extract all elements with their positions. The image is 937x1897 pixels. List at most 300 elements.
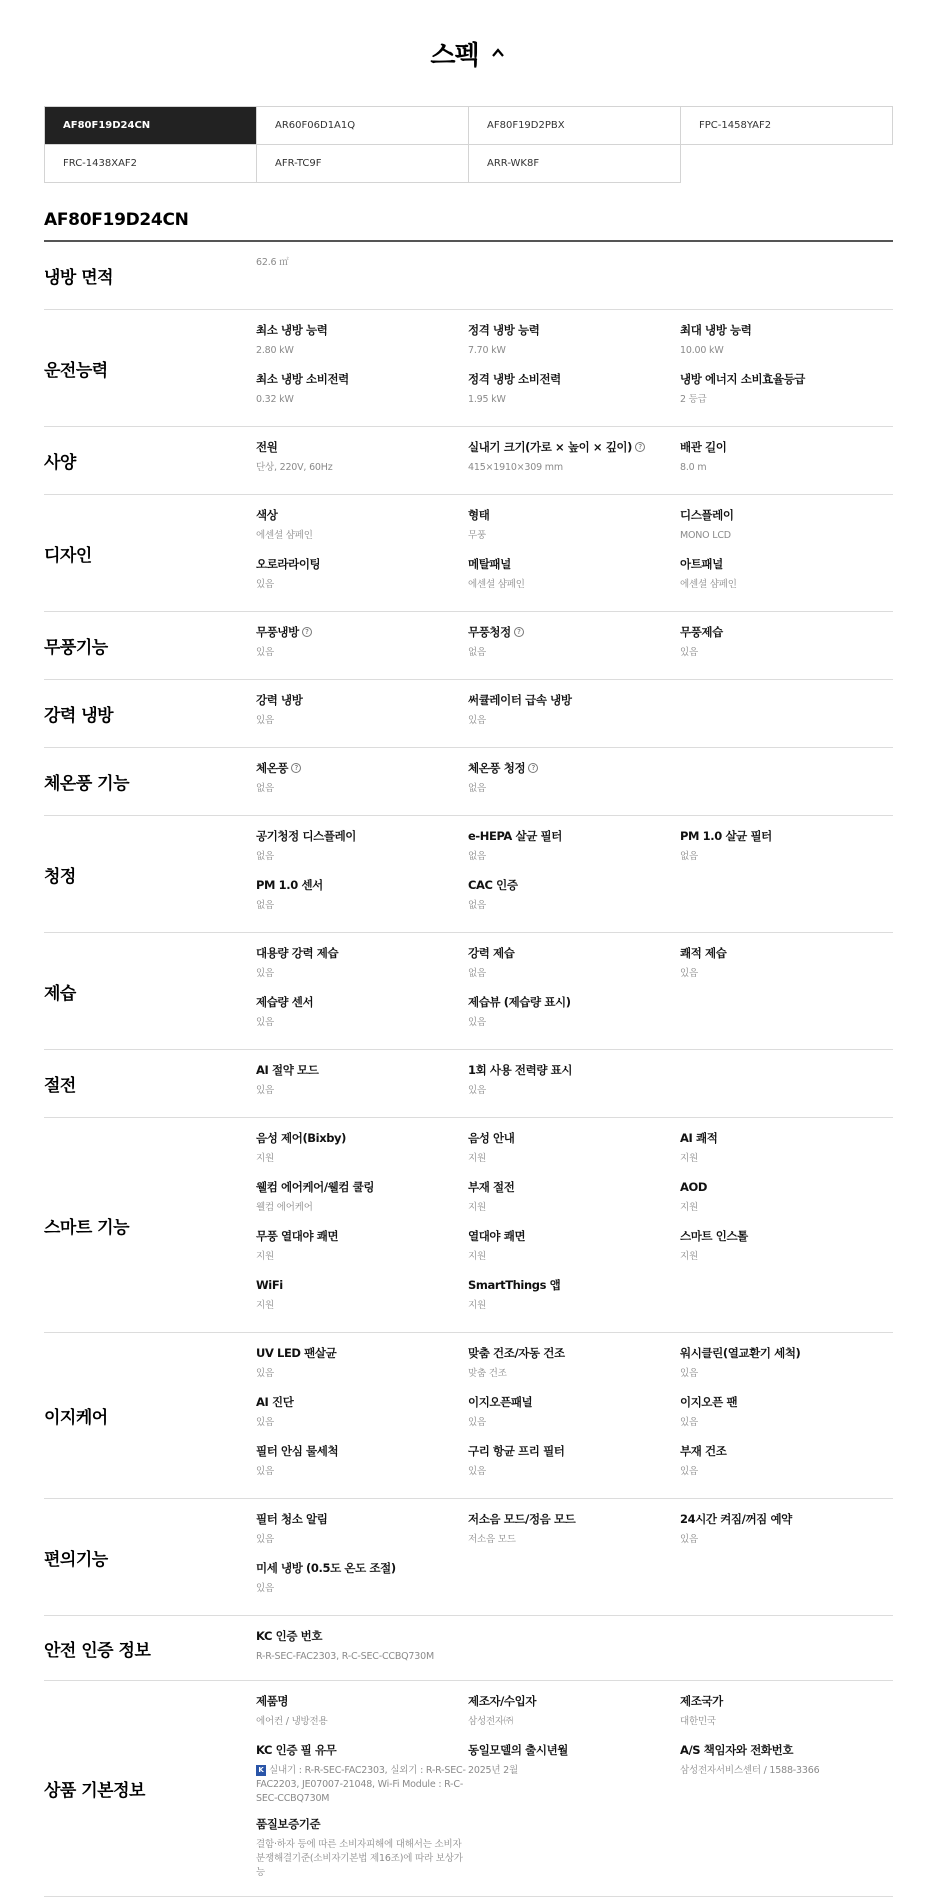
spec-item [680, 1128, 893, 1177]
spec-item-value-text: 지원 [680, 1202, 698, 1213]
spec-item-value [680, 1465, 893, 1479]
spec-item [468, 1275, 680, 1324]
spec-item-title-text: CAC 인증 [468, 878, 518, 892]
model-tab[interactable]: AR60F06D1A1Q [257, 107, 469, 145]
spec-item-title [256, 994, 468, 1010]
spec-item [256, 252, 468, 301]
spec-item-value [680, 578, 893, 592]
spec-item-title-text: AI 쾌적 [680, 1131, 718, 1145]
spec-item-title-text: 정격 냉방 소비전력 [468, 372, 561, 386]
spec-item-value [256, 646, 468, 660]
spec-item-value-text: 웰컴 에어케어 [256, 1202, 313, 1213]
spec-item [468, 758, 680, 807]
spec-item [256, 690, 468, 739]
spec-row-label: 제습 [44, 983, 76, 1004]
spec-item-value [468, 529, 680, 543]
spec-item-value [680, 1250, 893, 1264]
spec-item-title [680, 1511, 893, 1527]
spec-item-title-text: 필터 청소 알림 [256, 1512, 328, 1526]
spec-item-title-text: PM 1.0 센서 [256, 878, 323, 892]
spec-title-text: 스펙 [430, 40, 479, 71]
spec-item-title [468, 1062, 680, 1078]
spec-item-value-text: 없음 [468, 647, 486, 658]
spec-item-title [256, 1394, 468, 1410]
spec-item-title [468, 371, 680, 387]
spec-item-value [256, 256, 468, 270]
spec-item-value-text: 저소음 모드 [468, 1534, 516, 1545]
spec-item-title-text: 색상 [256, 508, 278, 522]
spec-item-value-text: 있음 [256, 1534, 274, 1545]
model-title: AF80F19D24CN [44, 210, 893, 242]
spec-item-title [468, 994, 680, 1010]
spec-item-title [680, 1345, 893, 1361]
spec-item-value-text: 지원 [680, 1251, 698, 1262]
spec-item [468, 320, 680, 369]
spec-item-value [256, 1465, 468, 1479]
spec-item-value [680, 1764, 893, 1778]
spec-item-title-text: 열대야 쾌면 [468, 1229, 526, 1243]
spec-item [680, 1740, 893, 1789]
spec-item-value-text: 있음 [256, 1583, 274, 1594]
spec-item [468, 826, 680, 875]
model-tab[interactable]: ARR-WK8F [469, 145, 681, 183]
spec-item-value-text: 없음 [468, 851, 486, 862]
spec-item [468, 369, 680, 418]
spec-item-value-text: 에센셜 샴페인 [256, 530, 313, 541]
spec-item-title-text: e-HEPA 살균 필터 [468, 829, 562, 843]
spec-row-items [256, 816, 893, 932]
spec-item-title [680, 1742, 893, 1758]
spec-item-title-text: 대용량 강력 제습 [256, 946, 339, 960]
spec-item-title-text: WiFi [256, 1278, 283, 1292]
spec-item-title-text: 전원 [256, 440, 278, 454]
spec-item [256, 992, 468, 1041]
spec-item-value [468, 1250, 680, 1264]
tab-placeholder [681, 145, 893, 183]
spec-item-value [468, 850, 680, 864]
spec-item-value-text: 있음 [680, 968, 698, 979]
spec-item-value-text: 없음 [256, 900, 274, 911]
spec-item-value-text: 없음 [468, 783, 486, 794]
spec-row-items [256, 427, 893, 494]
spec-row [44, 1118, 893, 1333]
spec-item-title [256, 1179, 468, 1195]
spec-toggle[interactable] [430, 35, 506, 72]
spec-item [256, 943, 468, 992]
spec-item-value-text: 10.00 kW [680, 345, 724, 356]
spec-header[interactable] [44, 0, 893, 106]
spec-item-title-text: 제품명 [256, 1694, 289, 1708]
spec-item-value-text: 지원 [468, 1202, 486, 1213]
spec-row-label: 상품 기본정보 [44, 1781, 145, 1801]
spec-row [44, 427, 893, 495]
info-icon[interactable]: ? [291, 763, 301, 773]
spec-row-items [256, 612, 893, 679]
spec-row-items [256, 1499, 893, 1615]
spec-item [256, 1626, 468, 1672]
spec-item-value [468, 899, 680, 913]
spec-item-title-text: 음성 안내 [468, 1131, 515, 1145]
spec-item-title-text: 실내기 크기(가로 × 높이 × 깊이) [468, 440, 632, 454]
spec-item-value [468, 1416, 680, 1430]
spec-item [680, 622, 893, 671]
spec-item-title-text: KC 인증 번호 [256, 1629, 323, 1643]
spec-item-title [468, 1742, 680, 1758]
spec-item-value [680, 1533, 893, 1547]
spec-item-title [468, 1511, 680, 1527]
spec-item-value [468, 1367, 680, 1381]
spec-item-value-text: 62.6 ㎡ [256, 257, 289, 268]
spec-item-value-text: R-R-SEC-FAC2303, R-C-SEC-CCBQ730M [256, 1651, 434, 1662]
spec-item-value [680, 1416, 893, 1430]
spec-row [44, 933, 893, 1050]
spec-item-value-text: 지원 [468, 1251, 486, 1262]
spec-item-title-text: 오로라라이팅 [256, 557, 321, 571]
spec-item-title-text: 강력 제습 [468, 946, 515, 960]
spec-item-value-text: 지원 [468, 1153, 486, 1164]
spec-item-value [680, 1201, 893, 1215]
spec-item-title [468, 322, 680, 338]
spec-item-title [680, 1179, 893, 1195]
spec-row-items [256, 1333, 893, 1498]
spec-item-value-text: 결함·하자 등에 따른 소비자피해에 대해서는 소비자분쟁해결기준(소비자기본법 제16조)에 따라 보상가능 [256, 1839, 463, 1878]
spec-item [468, 1509, 680, 1558]
spec-item [680, 1441, 893, 1490]
spec-item-title [468, 1228, 680, 1244]
spec-item [256, 1275, 468, 1324]
spec-item-value-text: 있음 [680, 1417, 698, 1428]
spec-item [680, 1177, 893, 1226]
spec-item-title-text: 제습뷰 (제습량 표시) [468, 995, 571, 1009]
spec-item-value-text: 있음 [680, 647, 698, 658]
spec-item-value-text: 1.95 kW [468, 394, 506, 405]
spec-item-title-text: 체온풍 청정 [468, 761, 526, 775]
spec-item-title-text: 냉방 에너지 소비효율등급 [680, 372, 806, 386]
spec-item-title-text: 최소 냉방 소비전력 [256, 372, 349, 386]
spec-row-label: 절전 [44, 1076, 76, 1096]
spec-item-title [468, 877, 680, 893]
spec-item-title [468, 828, 680, 844]
spec-item-title-text: AOD [680, 1180, 708, 1194]
spec-item-title [256, 1816, 468, 1832]
spec-item-title-text: 무풍제습 [680, 625, 723, 639]
spec-row [44, 242, 893, 310]
spec-item [680, 505, 893, 554]
spec-item-value [256, 782, 468, 796]
spec-item-title [680, 439, 893, 455]
spec-item-value [468, 1152, 680, 1166]
spec-item-value [468, 578, 680, 592]
spec-item [256, 875, 468, 924]
spec-item-value [256, 1715, 468, 1729]
spec-item-value-text: 대한민국 [680, 1716, 716, 1727]
spec-item-title-text: 형태 [468, 508, 490, 522]
spec-row-items [256, 495, 893, 611]
spec-item-value-text: 지원 [256, 1153, 274, 1164]
spec-item [256, 826, 468, 875]
spec-item [468, 1177, 680, 1226]
spec-item-value [680, 1715, 893, 1729]
spec-row [44, 612, 893, 680]
spec-row-label: 스마트 기능 [44, 1217, 130, 1238]
spec-item-value [256, 578, 468, 592]
spec-row-items [256, 310, 893, 426]
spec-item-title [256, 371, 468, 387]
spec-item [680, 1392, 893, 1441]
spec-item-title [468, 1345, 680, 1361]
spec-item-value [468, 714, 680, 728]
spec-item-value-text: 삼성전자㈜ [468, 1716, 514, 1727]
spec-row-label: 청정 [44, 866, 76, 887]
spec-item-value-text: 있음 [256, 1417, 274, 1428]
spec-item-title [256, 1693, 468, 1709]
spec-item-title-text: 최소 냉방 능력 [256, 323, 328, 337]
spec-item [256, 1509, 468, 1558]
spec-item-title-text: 맞춤 건조/자동 건조 [468, 1346, 565, 1360]
spec-item-title-text: 강력 냉방 [256, 693, 303, 707]
spec-item-title [468, 760, 680, 776]
spec-item-value [256, 1016, 468, 1030]
spec-item [256, 1177, 468, 1226]
model-tab[interactable]: FRC-1438XAF2 [45, 145, 257, 183]
spec-item [256, 320, 468, 369]
spec-item-value [468, 1533, 680, 1547]
spec-row [44, 1681, 893, 1897]
spec-row-items [256, 1050, 893, 1117]
spec-item-value [468, 1715, 680, 1729]
spec-item-title-text: 부재 건조 [680, 1444, 727, 1458]
spec-item-title-text: 제습량 센서 [256, 995, 314, 1009]
spec-item-title [256, 1443, 468, 1459]
spec-item [680, 1343, 893, 1392]
spec-item [680, 554, 893, 603]
spec-item-title [468, 556, 680, 572]
chevron-up-icon[interactable] [489, 44, 507, 62]
spec-item-value [680, 1367, 893, 1381]
model-tab[interactable]: AF80F19D24CN [45, 107, 257, 145]
spec-item-value-text: 지원 [468, 1300, 486, 1311]
spec-item-title [256, 556, 468, 572]
spec-table [44, 242, 893, 1897]
spec-item [468, 437, 680, 486]
spec-row-label: 이지케어 [44, 1408, 108, 1428]
model-tab[interactable]: AF80F19D2PBX [469, 107, 681, 145]
spec-item-title [256, 828, 468, 844]
spec-item [468, 1691, 680, 1740]
spec-item-value [256, 714, 468, 728]
spec-item-title-text: 구리 항균 프리 필터 [468, 1444, 565, 1458]
spec-item-title-text: 동일모델의 출시년월 [468, 1743, 568, 1757]
spec-item-title [680, 945, 893, 961]
spec-item-value-text: 있음 [256, 1017, 274, 1028]
spec-item-title-text: A/S 책임자와 전화번호 [680, 1743, 794, 1757]
spec-item [256, 622, 468, 671]
model-tab[interactable]: FPC-1458YAF2 [681, 107, 893, 145]
spec-item-value-text: 2025년 2월 [468, 1765, 518, 1776]
spec-item-title [468, 692, 680, 708]
spec-item-title [468, 1179, 680, 1195]
spec-item-value [256, 1299, 468, 1313]
spec-item-value-text: 있음 [468, 1417, 486, 1428]
spec-item-title-text: 공기청정 디스플레이 [256, 829, 356, 843]
spec-item-title [468, 507, 680, 523]
spec-item-value-text: 지원 [256, 1251, 274, 1262]
spec-item [256, 1441, 468, 1490]
spec-item-value-text: 7.70 kW [468, 345, 506, 356]
spec-item-title [256, 1228, 468, 1244]
spec-item-value-text: 에어컨 / 냉방전용 [256, 1716, 328, 1727]
spec-item [256, 1691, 468, 1740]
spec-item-value [256, 393, 468, 407]
spec-item-title-text: 웰컴 에어케어/웰컴 쿨링 [256, 1180, 375, 1194]
spec-item-title-text: 제조자/수입자 [468, 1694, 537, 1708]
spec-item-title [680, 624, 893, 640]
spec-item [680, 943, 893, 992]
spec-item-value-text: 있음 [256, 647, 274, 658]
spec-item [468, 1740, 680, 1789]
spec-item-title-text: 부재 절전 [468, 1180, 515, 1194]
info-icon[interactable]: ? [514, 627, 524, 637]
spec-item-value [680, 1152, 893, 1166]
spec-item-title [680, 1130, 893, 1146]
spec-item-value [680, 344, 893, 358]
spec-item [468, 875, 680, 924]
info-icon[interactable]: ? [635, 442, 645, 452]
spec-item-title [468, 1130, 680, 1146]
spec-item-value [256, 850, 468, 864]
spec-item [256, 1060, 468, 1109]
spec-item [256, 1814, 468, 1888]
spec-item-value [680, 850, 893, 864]
spec-item-title-text: 무풍냉방 [256, 625, 299, 639]
spec-item-title-text: UV LED 팬살균 [256, 1346, 337, 1360]
spec-row [44, 816, 893, 933]
spec-item-value-text: 있음 [468, 1466, 486, 1477]
spec-item-title [680, 828, 893, 844]
info-icon[interactable]: ? [528, 763, 538, 773]
spec-row-label: 편의기능 [44, 1549, 108, 1570]
spec-item-title-text: 아트패널 [680, 557, 723, 571]
spec-item-value-text: 있음 [256, 579, 274, 590]
spec-row-label: 무풍기능 [44, 638, 108, 658]
spec-item [256, 1128, 468, 1177]
spec-item-title [256, 1062, 468, 1078]
spec-item [468, 943, 680, 992]
spec-item-title-text: 정격 냉방 능력 [468, 323, 540, 337]
spec-item-value-text: 0.32 kW [256, 394, 294, 405]
spec-item-title-text: AI 절약 모드 [256, 1063, 319, 1077]
spec-item-value-text: 있음 [256, 1368, 274, 1379]
spec-item-title [468, 1443, 680, 1459]
spec-item-value-text: 있음 [256, 1466, 274, 1477]
spec-item-title [680, 371, 893, 387]
spec-item-title-text: 24시간 켜짐/꺼짐 예약 [680, 1512, 792, 1526]
spec-item-value [256, 899, 468, 913]
spec-row [44, 1050, 893, 1118]
spec-item-title-text: 저소음 모드/정음 모드 [468, 1512, 576, 1526]
spec-item [256, 1558, 468, 1607]
spec-item-value [256, 1650, 468, 1664]
spec-item-value-text: 있음 [256, 1085, 274, 1096]
spec-item-title-text: 무풍 열대야 쾌면 [256, 1229, 339, 1243]
spec-item [256, 758, 468, 807]
spec-item-title [468, 945, 680, 961]
spec-item-title [256, 877, 468, 893]
spec-item-value [468, 344, 680, 358]
spec-item-value [256, 461, 468, 475]
spec-item-value [468, 646, 680, 660]
spec-item-value [468, 461, 680, 475]
spec-item-title [680, 1443, 893, 1459]
spec-item-value [680, 967, 893, 981]
spec-item-title [468, 624, 680, 640]
spec-item-value-text: 있음 [468, 1017, 486, 1028]
spec-item [256, 554, 468, 603]
spec-item-value [256, 344, 468, 358]
spec-item-value-text: 있음 [680, 1466, 698, 1477]
spec-item-value-text: 있음 [468, 1085, 486, 1096]
spec-item-title [680, 1394, 893, 1410]
spec-item-title-text: 품질보증기준 [256, 1817, 321, 1831]
spec-item-title-text: 이지오픈패널 [468, 1395, 533, 1409]
spec-item [468, 505, 680, 554]
spec-item-title [256, 322, 468, 338]
spec-item-title [680, 556, 893, 572]
spec-item [468, 554, 680, 603]
spec-item-value-text: 있음 [468, 715, 486, 726]
spec-row [44, 1616, 893, 1681]
spec-item-value [256, 1367, 468, 1381]
spec-item-title [256, 945, 468, 961]
spec-item-title-text: 무풍청정 [468, 625, 511, 639]
spec-item-value-text: 415×1910×309 mm [468, 462, 563, 473]
spec-item-title [256, 760, 468, 776]
spec-item [468, 992, 680, 1041]
spec-item-value [256, 967, 468, 981]
spec-item-title-text: 배관 길이 [680, 440, 727, 454]
spec-item-title-text: 1회 사용 전력량 표시 [468, 1063, 573, 1077]
spec-item-value-text: 있음 [680, 1368, 698, 1379]
spec-item-title-text: 이지오픈 팬 [680, 1395, 738, 1409]
spec-item-title-text: 스마트 인스톨 [680, 1229, 748, 1243]
spec-item-value-text: 2.80 kW [256, 345, 294, 356]
spec-item-value-text: 지원 [256, 1300, 274, 1311]
spec-item [468, 1392, 680, 1441]
spec-item-title-text: 써큘레이터 급속 냉방 [468, 693, 572, 707]
spec-item-title [468, 439, 680, 455]
spec-row [44, 310, 893, 427]
spec-row [44, 1499, 893, 1616]
spec-item-title [256, 1511, 468, 1527]
spec-row-items [256, 1681, 893, 1896]
spec-item-value [256, 1838, 468, 1880]
spec-item-value [468, 393, 680, 407]
spec-item [256, 369, 468, 418]
spec-item-value [468, 1016, 680, 1030]
spec-item [468, 1226, 680, 1275]
spec-item-value-text: 있음 [680, 1534, 698, 1545]
kc-mark-icon: K [256, 1765, 266, 1776]
spec-item-value-text: 2 등급 [680, 394, 707, 405]
spec-item-title-text: 제조국가 [680, 1694, 723, 1708]
spec-item-value-text: 삼성전자서비스센터 / 1588-3366 [680, 1765, 820, 1776]
spec-item [680, 1226, 893, 1275]
spec-item-value [256, 1152, 468, 1166]
info-icon[interactable]: ? [302, 627, 312, 637]
model-tab[interactable]: AFR-TC9F [257, 145, 469, 183]
spec-item-value-text: 있음 [256, 715, 274, 726]
spec-item-value [468, 1465, 680, 1479]
